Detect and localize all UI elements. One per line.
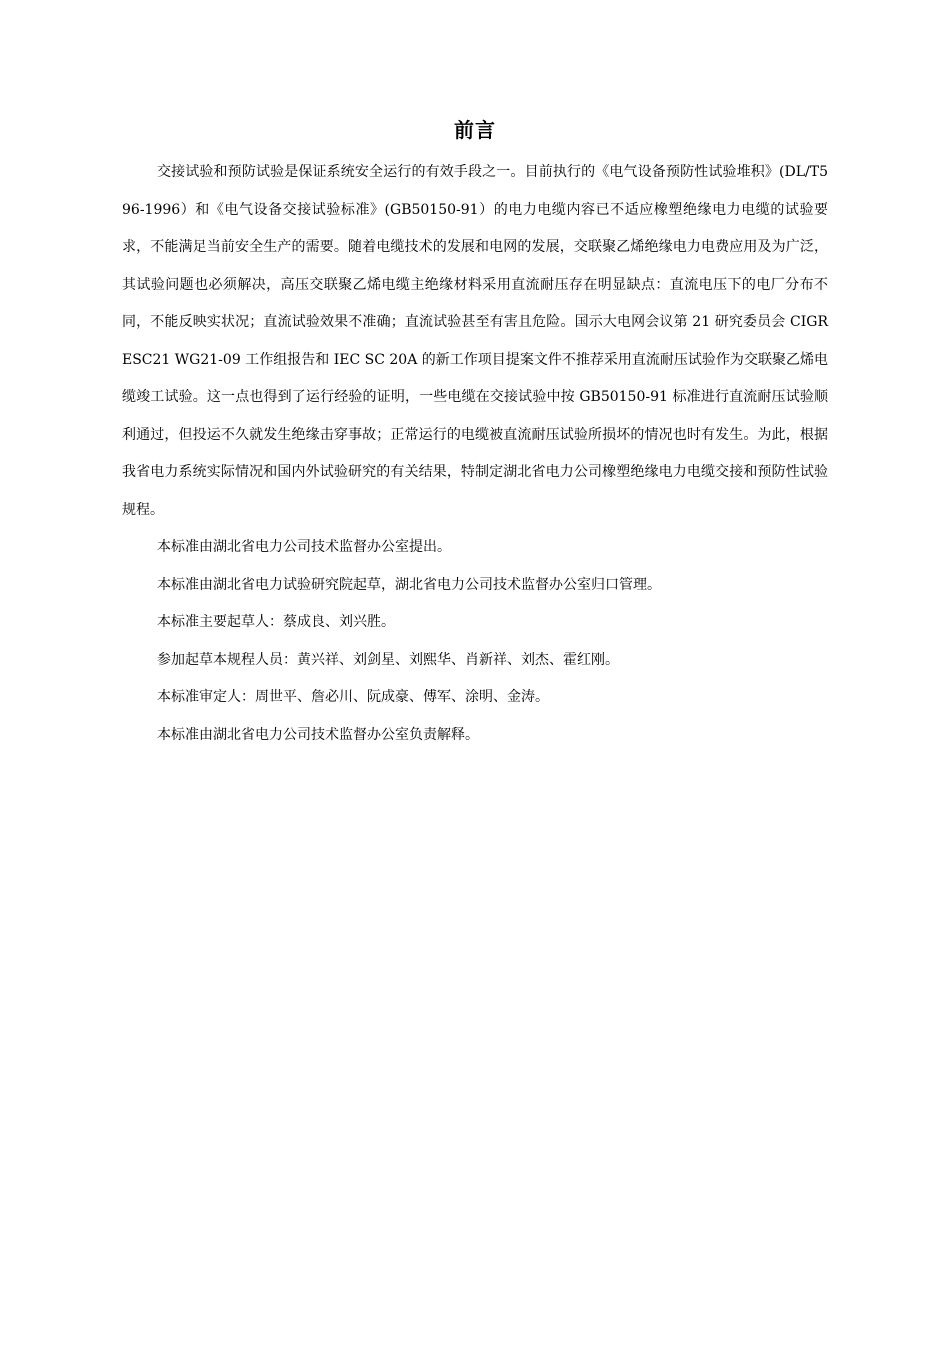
document-body bbox=[122, 114, 828, 754]
paragraph-participants: 参加起草本规程人员：黄兴祥、刘剑星、刘熙华、肖新祥、刘杰、霍红刚。 bbox=[157, 651, 619, 668]
paragraph-intro: 交接试验和预防试验是保证系统安全运行的有效手段之一。目前执行的《电气设备预防性试验堆积》(DL/T596-1996）和《电气设备交接试验标准》(GB50150-91）的电力电缆内容已不适应橡塑绝缘电力电缆的试验要求，不能满足当前安全生产的需要。随着电缆技术的发展和电网的发展，交联聚乙烯绝缘电力电费应用及为广泛，其试验问题也必须解决，高压交联聚乙烯电缆主绝缘材料采用直流耐压存在明显缺点：直流电压下的电厂分布不同，不能反映实状况；直流试验效果不准确；直流试验甚至有害且危险。国示大电网会议第 21 研究委员会 CIGRESC21 WG21-09 工作组报告和 IEC SC 20A 的新工作项目提案文件不推荐采用直流耐压试验作为交联聚乙烯电缆竣工试验。这一点也得到了运行经验的证明，一些电缆在交接试验中按 GB50150-91 标准进行直流耐压试验顺利通过，但投运不久就发生绝缘击穿事故；正常运行的电缆被直流耐压试验所损坏的情况也时有发生。为此，根据我省电力系统实际情况和国内外试验研究的有关结果，特制定湖北省电力公司橡塑绝缘电力电缆交接和预防性试验规程。 bbox=[122, 164, 828, 518]
paragraph-main-drafters: 本标准主要起草人：蔡成良、刘兴胜。 bbox=[157, 614, 395, 630]
page-title: 前言 bbox=[454, 118, 496, 142]
paragraph-reviewers: 本标准审定人：周世平、詹必川、阮成豪、傅军、涂明、金涛。 bbox=[157, 689, 549, 705]
paragraph-interpretation: 本标准由湖北省电力公司技术监督办公室负责解释。 bbox=[157, 726, 479, 743]
paragraph-proposer: 本标准由湖北省电力公司技术监督办公室提出。 bbox=[157, 539, 451, 555]
paragraph-drafting-unit: 本标准由湖北省电力试验研究院起草，湖北省电力公司技术监督办公室归口管理。 bbox=[157, 576, 661, 593]
